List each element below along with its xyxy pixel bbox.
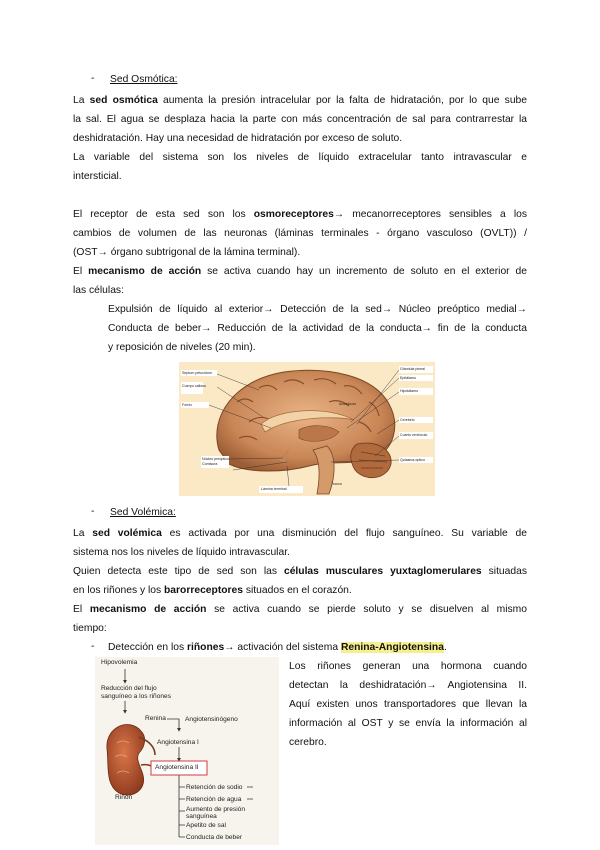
diagram-effect: sanguínea [186,813,217,820]
diagram-effect: Aumento de presión [186,806,246,813]
paragraph-line: tiempo: [73,623,107,634]
renin-angiotensin-diagram [95,657,279,845]
bullet-dash: - [91,73,95,84]
brain-label: Quiasma óptico [400,458,425,462]
brain-label: Comisura [202,462,218,466]
paragraph-line: intersticial. [73,171,122,182]
paragraph-line: El mecanismo de acción se activa cuando se pierde soluto y se disuelven al mismo [73,604,527,615]
paragraph-line: las células: [73,285,124,296]
paragraph-line: la sal. El agua se desplaza hacia la parte con más concentración de sal para contrarrestar la [73,114,527,125]
paragraph-line: Quien detecta este tipo de sed son las células musculares yuxtaglomerulares situadas [73,566,527,577]
paragraph-line: detectan la deshidratación→ Angiotensina II. [289,680,527,691]
paragraph-line: La variable del sistema son los niveles de líquido extracelular tanto intravascular e [73,152,527,163]
brain-label: Acueducto [339,402,356,406]
brain-label: Tronco [331,482,343,486]
paragraph-line: cambios de volumen de las neuronas (láminas terminales - órgano vasculoso (OVLT)) / [73,228,527,239]
brain-label: Cuarto ventrículo [400,433,428,437]
diagram-effect: Conducta de beber [186,834,243,841]
paragraph-line: en los riñones y los barorreceptores situados en el corazón. [73,585,352,596]
brain-label: Núcleo preóptico [202,457,229,461]
section-heading-volemic: Sed Volémica: [110,507,176,518]
diagram-label: Reducción del flujo [101,685,157,692]
brain-label: Fórnix [182,403,192,407]
brain-label: Septum pelucidum [182,371,212,375]
paragraph-line: El mecanismo de acción se activa cuando hay un incremento de soluto en el exterior de [73,266,527,277]
brain-label: Cerebelo [400,418,415,422]
paragraph-line: sistema nos los niveles de líquido intravascular. [73,547,290,558]
diagram-label: Angiotensina I [157,739,199,746]
bullet-dash: - [91,641,95,652]
paragraph-line: (OST→ órgano subtrigonal de la lámina terminal). [73,247,301,258]
diagram-label: Angiotensinógeno [185,716,238,723]
paragraph-line: El receptor de esta sed son los osmoreceptores→ mecanorreceptores sensibles a los [73,209,527,220]
paragraph-line: La sed volémica es activada por una disminución del flujo sanguíneo. Su variable de [73,528,527,539]
paragraph-line: Los riñones generan una hormona cuando [289,661,527,672]
brain-label: Cuerpo calloso [182,384,206,388]
diagram-effect: Retención de agua [186,796,242,803]
diagram-label: Renina [145,715,166,722]
brain-sagittal-figure [179,362,435,496]
paragraph-line: La sed osmótica aumenta la presión intracelular por la falta de hidratación, por lo que sube [73,95,527,106]
paragraph-line: Expulsión de líquido al exterior→ Detección de la sed→ Núcleo preóptico medial→ [108,304,527,315]
paragraph-line: y reposición de niveles (20 min). [108,342,256,353]
diagram-label: Angiotensina II [155,764,199,771]
diagram-effect: Retención de sodio [186,784,243,791]
diagram-label: sanguíneo a los riñones [101,693,172,700]
diagram-label: Hipovolemia [101,659,138,666]
paragraph-line: Conducta de beber→ Reducción de la actividad de la conducta→ fin de la conducta [108,323,527,334]
brain-label: Hipotálamo [400,389,419,393]
paragraph-line: cerebro. [289,737,327,748]
brain-label: Epitálamo [400,376,416,380]
bullet-dash: - [91,506,95,517]
highlight-renin-angiotensin: Renina-Angiotensina [340,642,444,653]
paragraph-line: información al OST y se envía la información al [289,718,527,729]
diagram-effect: Apetito de sal [186,822,226,829]
paragraph-line: Aquí existen unos transportadores que llevan la [289,699,527,710]
brain-label: Glándula pineal [400,367,425,371]
brain-illustration [179,362,435,496]
brain-label: Lámina terminal [261,487,287,491]
paragraph-line: deshidratación. Hay una necesidad de hidratación por exceso de soluto. [73,133,403,144]
section-heading-osmotic: Sed Osmótica: [110,74,178,85]
diagram-label: Riñón [115,794,133,801]
bullet-item-detection: Detección en los riñones→ activación del sistema Renina-Angiotensina. [108,642,447,653]
